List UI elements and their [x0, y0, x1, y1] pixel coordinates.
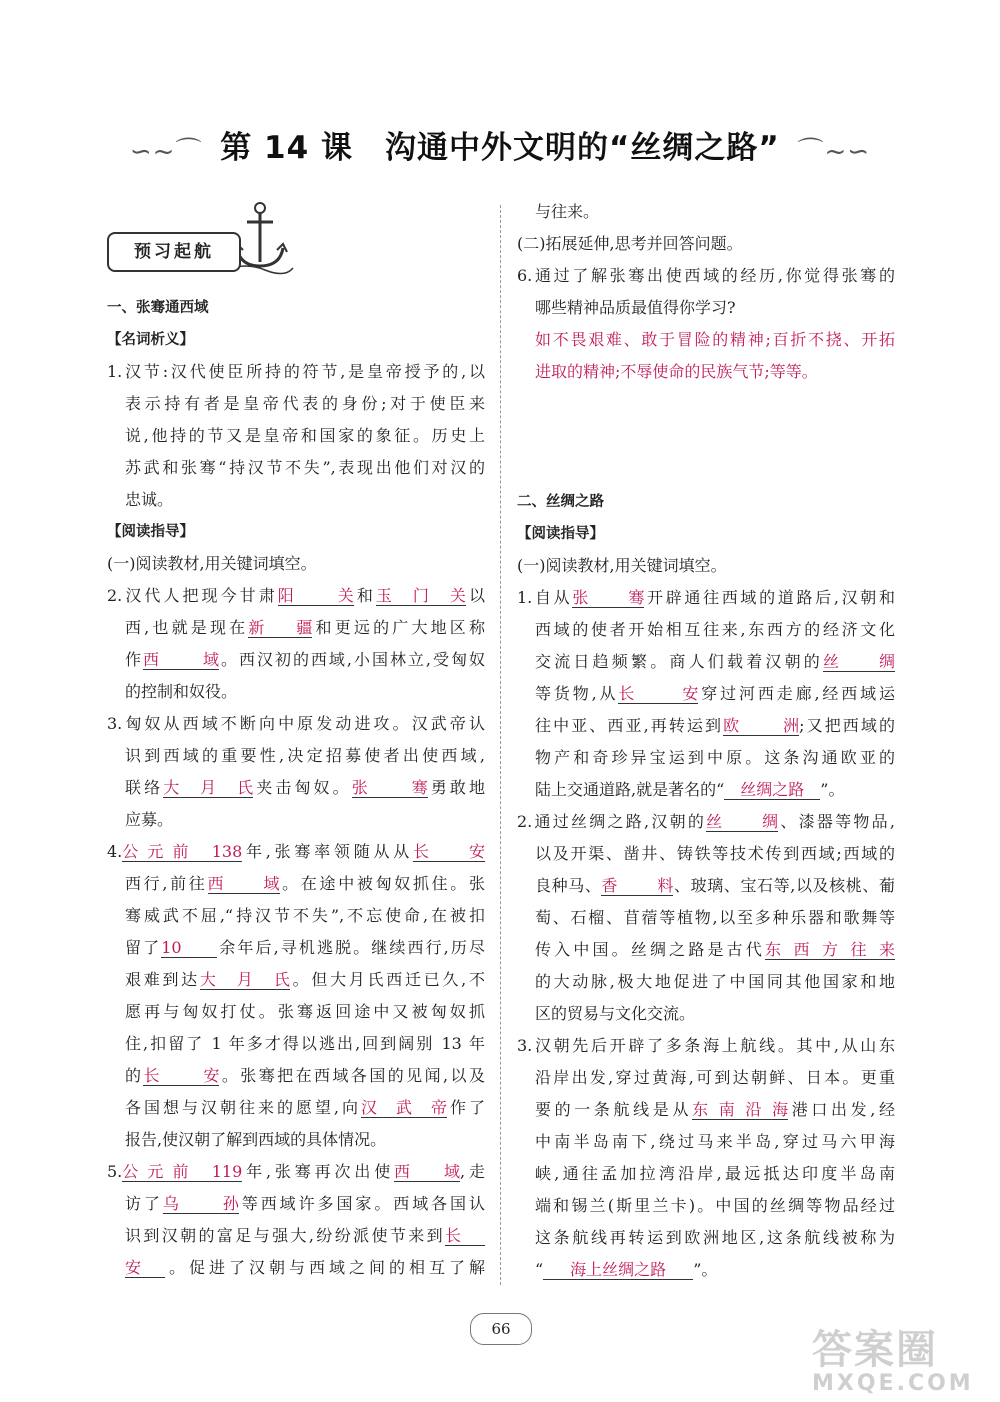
text-line [125, 938, 485, 958]
text-line: 萄、石榴、苜蓿等植物,以至多种乐器和歌舞等 [535, 908, 895, 927]
fill-blank-answer: 海上丝绸之路 [543, 1261, 693, 1280]
text-line [535, 780, 895, 800]
text-line: 3.汉朝先后开辟了多条海上航线。其中,从山东 [517, 1036, 895, 1055]
text-line: 物产和奇珍异宝运到中原。这条沟通欧亚的 [535, 748, 895, 767]
section-heading: 【名词析义】 [107, 332, 194, 348]
text-fragment: 。西汉初的西域,小国林立,受匈奴 [219, 650, 485, 669]
text-line [125, 650, 485, 670]
text-fragment: 等西域许多国家。西域各国认 [238, 1194, 485, 1213]
text-fragment: 交流日趋频繁。商人们载着汉朝的 [535, 652, 823, 671]
text-fragment: 穿过河西走廊,经西域运 [698, 684, 895, 703]
text-fragment: 西,也就是现在 [125, 618, 249, 637]
fill-blank-answer: 欧洲 [723, 716, 800, 735]
fill-blank-answer: 西域 [207, 874, 280, 893]
text-line [125, 618, 485, 638]
text-line: 区的贸易与文化交流。 [535, 1004, 696, 1023]
fill-blank-answer: 丝绸之路 [724, 781, 820, 800]
title-right-flourish: ⌒~∽ [797, 137, 871, 167]
text-line: 住,扣留了 1 年多才得以逃出,回到阔别 13 年 [125, 1034, 485, 1053]
text-fragment: 港口出发,经 [788, 1100, 895, 1119]
answer-line: 如不畏艰难、敢于冒险的精神;百折不挠、开拓 [535, 330, 895, 349]
text-fragment: 各国想与汉朝往来的愿望,向 [125, 1098, 361, 1117]
text-line [107, 1162, 485, 1182]
text-fragment: 往中亚、西亚,再转运到 [535, 716, 724, 735]
text-fragment: 良种马、 [535, 876, 602, 895]
fill-blank-answer: 大月氏 [163, 778, 254, 797]
section-heading: 一、张骞通西域 [107, 300, 209, 316]
text-line [535, 940, 895, 960]
text-line: 应募。 [125, 810, 174, 829]
text-fragment: 2.通过丝绸之路,汉朝的 [517, 812, 707, 831]
text-line [535, 716, 895, 736]
fill-blank-answer: 东西方往来 [765, 940, 895, 959]
text-fragment: 要的一条航线是从 [535, 1100, 693, 1119]
fill-blank-answer: 张骞 [351, 778, 428, 797]
answer-line: 进取的精神;不辱使命的民族气节;等等。 [535, 362, 818, 381]
page-number: 66 [470, 1313, 532, 1345]
text-line [125, 1258, 485, 1278]
text-fragment: 、玻璃、宝石等,以及核桃、葡 [673, 876, 895, 895]
text-fragment: 、漆器等物品, [778, 812, 895, 831]
preview-badge: 预习起航 [107, 232, 241, 272]
text-line: 中南半岛南下,绕过马来半岛,穿过马六甲海 [535, 1132, 895, 1151]
text-fragment: 艰难到达 [125, 970, 200, 989]
text-line: 西域的使者开始相互往来,东西方的经济文化 [535, 620, 895, 639]
text-line [107, 842, 485, 862]
column-divider [500, 205, 501, 1285]
fill-blank-answer: 丝绸 [706, 812, 779, 831]
text-line: 1.汉节:汉代使臣所持的符节,是皇帝授予的,以 [107, 362, 485, 381]
text-fragment: ;又把西域的 [799, 716, 895, 735]
text-line [535, 684, 895, 704]
text-line: 忠诚。 [125, 490, 174, 509]
watermark-logo [812, 1318, 974, 1396]
watermark-url: MXQE.COM [812, 1371, 974, 1396]
text-line: 的控制和奴役。 [125, 682, 238, 701]
text-fragment: 的 [125, 1066, 144, 1085]
text-line: 3.匈奴从西域不断向中原发动进攻。汉武帝认 [107, 714, 485, 733]
lesson-title-text: 第 14 课 沟通中外文明的“丝绸之路” [220, 130, 780, 166]
text-line [125, 1066, 485, 1086]
fill-blank-answer: 安 [125, 1259, 165, 1278]
fill-blank-answer: 张骞 [572, 588, 645, 607]
section-heading: 【阅读指导】 [107, 524, 194, 540]
text-fragment: 西行,前往 [125, 874, 208, 893]
text-line: 表示持有者是皇帝代表的身份;对于使臣来 [125, 394, 485, 413]
text-fragment: 1.自从 [517, 588, 573, 607]
text-fragment: “ [535, 1260, 544, 1279]
text-line: 报告,使汉朝了解到西域的具体情况。 [125, 1130, 387, 1149]
fill-blank-answer: 长 [445, 1227, 485, 1246]
text-line [535, 1260, 895, 1280]
section-heading: 【阅读指导】 [517, 526, 604, 542]
text-fragment: 和更远的广大地区称 [312, 618, 485, 637]
text-fragment: 勇敢地 [427, 778, 485, 797]
text-line: 端和锡兰(斯里兰卡)。中国的丝绸等物品经过 [535, 1196, 895, 1215]
fill-blank-answer: 西域 [143, 650, 219, 669]
fill-blank-answer: 长安 [143, 1066, 220, 1085]
text-fragment: 。促进了汉朝与西域之间的相互了解 [165, 1258, 485, 1277]
text-line: 这条航线再转运到欧洲地区,这条航线被称为 [535, 1228, 895, 1247]
fill-blank-answer: 长安 [618, 684, 699, 703]
fill-blank-answer: 玉门关 [375, 586, 466, 605]
text-fragment: 夹击匈奴。 [253, 778, 352, 797]
fill-blank-answer: 乌孙 [162, 1194, 239, 1213]
text-fragment: 2.汉代人把现今甘肃 [107, 586, 278, 605]
text-line [125, 874, 485, 894]
text-line: 骞威武不屈,“持汉节不失”,不忘使命,在被扣 [125, 906, 485, 925]
fill-blank-answer: 阳关 [277, 586, 354, 605]
lesson-title [0, 122, 1000, 168]
text-line: 愿再与匈奴打仗。张骞返回途中又被匈奴抓 [125, 1002, 485, 1021]
text-line [517, 812, 895, 832]
text-line: 与往来。 [535, 202, 600, 221]
text-fragment: 年,张骞再次出使 [242, 1162, 395, 1181]
text-line [125, 1098, 485, 1118]
text-fragment: ”。 [820, 780, 845, 799]
text-fragment: 留了 [125, 938, 162, 957]
text-fragment: 联络 [125, 778, 164, 797]
fill-blank-answer: 10 [161, 939, 217, 958]
text-line: (二)拓展延伸,思考并回答问题。 [517, 234, 743, 253]
text-fragment: 和 [353, 586, 376, 605]
text-fragment: 。在途中被匈奴抓住。张 [279, 874, 485, 893]
fill-blank-answer: 公元前 138 [122, 842, 243, 861]
text-line: 以及开渠、凿井、铸铁等技术传到西域;西域的 [535, 844, 895, 863]
text-fragment: ”。 [693, 1260, 718, 1279]
text-fragment: 访了 [125, 1194, 163, 1213]
text-fragment: 陆上交通道路,就是著名的“ [535, 780, 725, 799]
text-line: 6.通过了解张骞出使西域的经历,你觉得张骞的 [517, 266, 895, 285]
fill-blank-answer: 丝绸 [823, 652, 895, 671]
text-fragment: 5. [107, 1162, 123, 1181]
text-line [535, 876, 895, 896]
text-line: 峡,通往孟加拉湾沿岸,最远抵达印度半岛南 [535, 1164, 895, 1183]
fill-blank-answer: 西域 [394, 1162, 461, 1181]
text-line [125, 1194, 485, 1214]
text-fragment: ,走 [460, 1162, 485, 1181]
text-line [125, 778, 485, 798]
text-line: 沿岸出发,穿过黄海,可到达朝鲜、日本。更重 [535, 1068, 895, 1087]
fill-blank-answer: 香料 [601, 876, 674, 895]
text-fragment: 识到汉朝的富足与强大,纷纷派使节来到 [125, 1226, 445, 1245]
text-fragment: 开辟通往西域的道路后,汉朝和 [644, 588, 895, 607]
fill-blank-answer: 东南沿海 [692, 1100, 789, 1119]
text-line [107, 586, 485, 606]
text-line: 识到西域的重要性,决定招募使者出使西域, [125, 746, 485, 765]
fill-blank-answer: 大月氏 [199, 970, 290, 989]
fill-blank-answer: 长安 [413, 842, 485, 861]
watermark-text: 答案圈 [812, 1327, 938, 1373]
text-line: (一)阅读教材,用关键词填空。 [107, 554, 317, 573]
section-heading: 二、丝绸之路 [517, 494, 604, 510]
title-left-flourish: ∽~⌒ [129, 137, 203, 167]
text-line: 苏武和张骞“持汉节不失”,表现出他们对汉的 [125, 458, 485, 477]
text-fragment: 作了 [447, 1098, 485, 1117]
text-line: 哪些精神品质最值得你学习? [535, 298, 736, 317]
text-fragment: 传入中国。丝绸之路是古代 [535, 940, 765, 959]
text-line [535, 652, 895, 672]
text-line [125, 970, 485, 990]
fill-blank-answer: 公元前 119 [122, 1162, 243, 1181]
text-fragment: 。但大月氏西迁已久,不 [289, 970, 485, 989]
text-fragment: 。张骞把在西域各国的见闻,以及 [219, 1066, 485, 1085]
text-fragment: 等货物,从 [535, 684, 619, 703]
text-line [125, 1226, 485, 1246]
text-fragment: 4. [107, 842, 123, 861]
text-fragment: 年,张骞率领随从从 [242, 842, 413, 861]
text-fragment: 作 [125, 650, 143, 669]
text-line [517, 588, 895, 608]
text-line [535, 1100, 895, 1120]
text-line: 的大动脉,极大地促进了中国同其他国家和地 [535, 972, 895, 991]
text-fragment: 以 [465, 586, 485, 605]
text-fragment: 余年后,寻机逃脱。继续西行,历尽 [217, 938, 485, 957]
text-line: 说,他持的节又是皇帝和国家的象征。历史上 [125, 426, 485, 445]
fill-blank-answer: 新疆 [248, 618, 313, 637]
fill-blank-answer: 汉武帝 [361, 1098, 447, 1117]
text-line: (一)阅读教材,用关键词填空。 [517, 556, 727, 575]
